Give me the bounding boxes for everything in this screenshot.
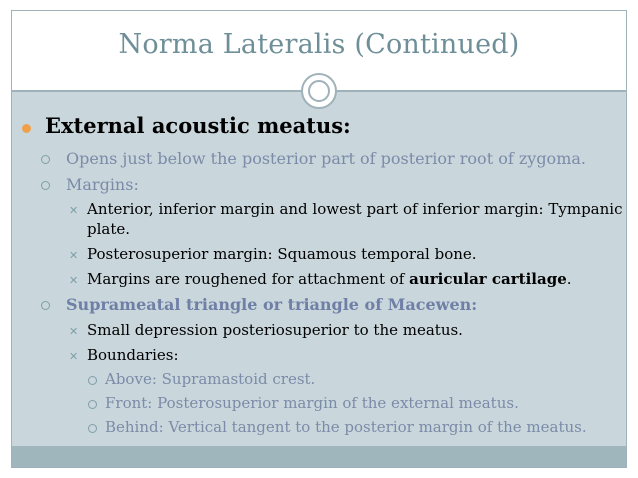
slide [11, 10, 627, 468]
triangle-item-2: Boundaries: [87, 346, 179, 364]
bullet-ring-icon [88, 424, 97, 433]
triangle-item-1: Small depression posteriosuperior to the meatus. [87, 321, 463, 339]
margin-1-line-1: Anterior, inferior margin and lowest part of inferior margin: Tympanic [87, 200, 623, 218]
bullet-ring-icon [88, 400, 97, 409]
margin-3-end: . [566, 270, 572, 288]
footer-band [12, 446, 626, 467]
bullet-ring-icon [88, 376, 97, 385]
boundary-3: Behind: Vertical tangent to the posterior margin of the meatus. [105, 418, 587, 436]
margin-3-text: Margins are roughened for attachment of [87, 270, 410, 288]
margin-3 [87, 270, 572, 288]
bullet-ring-icon [41, 155, 50, 164]
bullet-ring-icon [41, 301, 50, 310]
bullet-ring-icon [41, 181, 50, 190]
circle-emblem-inner [308, 80, 330, 102]
slide-title: Norma Lateralis (Continued) [118, 29, 520, 60]
circle-emblem-icon [301, 73, 337, 109]
bullet-x-icon: ✕ [69, 274, 79, 287]
item-suprameatal-triangle: Suprameatal triangle or triangle of Macewen: [66, 295, 478, 314]
boundary-2: Front: Posterosuperior margin of the external meatus. [105, 394, 519, 412]
margin-1-line-2: plate. [87, 220, 131, 238]
heading-external-acoustic-meatus: External acoustic meatus: [45, 113, 351, 138]
bullet-x-icon: ✕ [69, 249, 79, 262]
margin-3-bold: auricular cartilage [409, 270, 567, 288]
bullet-dot-icon [22, 124, 31, 133]
item-margins: Margins: [66, 175, 139, 194]
item-opens: Opens just below the posterior part of posterior root of zygoma. [66, 149, 586, 168]
bullet-x-icon: ✕ [69, 204, 79, 217]
margin-2: Posterosuperior margin: Squamous temporal bone. [87, 245, 477, 263]
boundary-1: Above: Supramastoid crest. [105, 370, 316, 388]
bullet-x-icon: ✕ [69, 325, 79, 338]
bullet-x-icon: ✕ [69, 350, 79, 363]
